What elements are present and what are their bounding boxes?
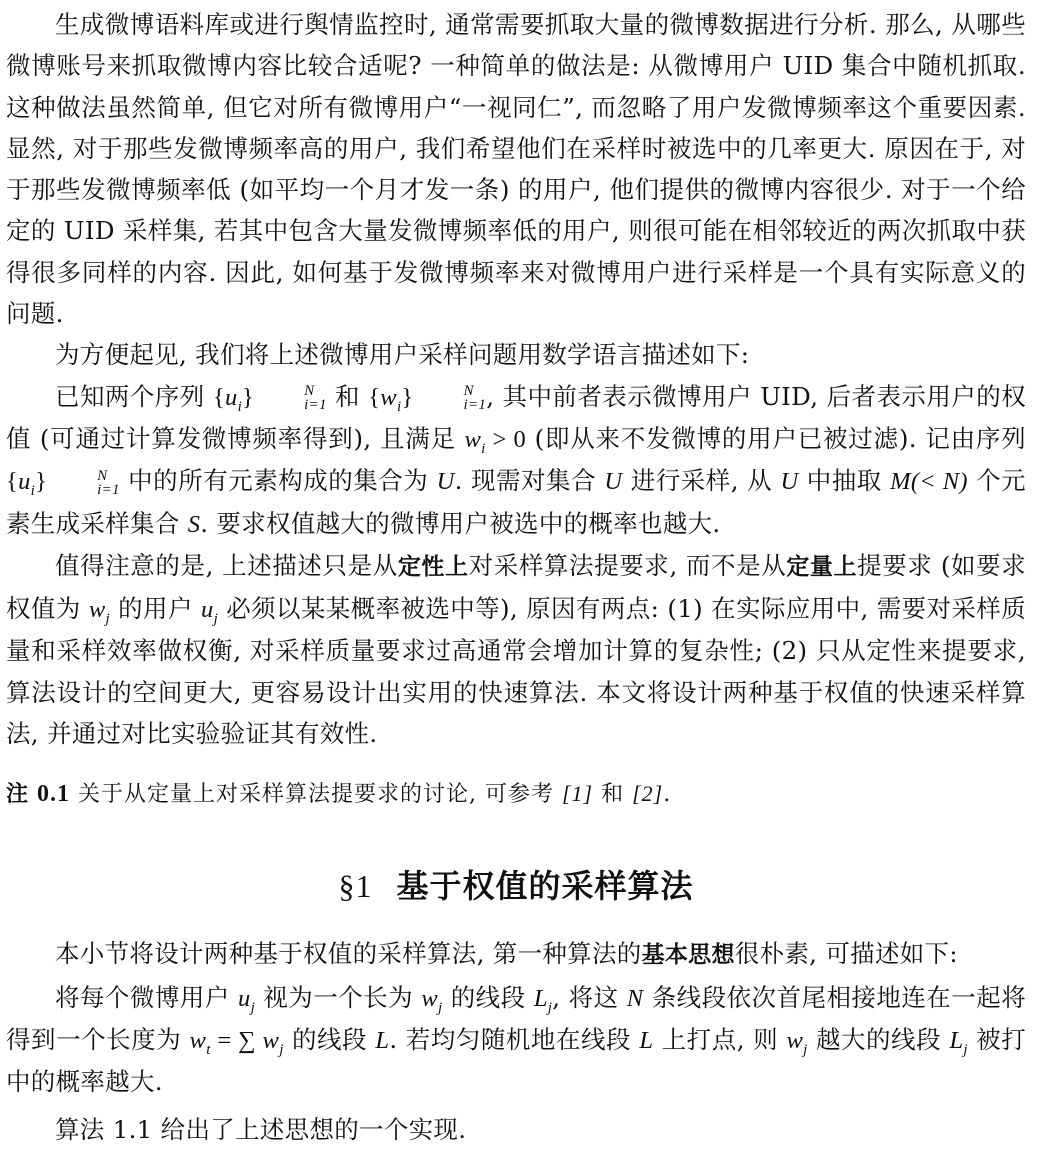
- qualitative-requirement-paragraph: 值得注意的是, 上述描述只是从定性上对采样算法提要求, 而不是从定量上提要求 (如要求权值为 $w_j$ 的用户 $u_j$ 必须以某某概率被选中等), 原因有两点: (1) 在实际应用中, 需要对采样质量和采样效率做权衡, 对采样质量要求过高通常会增加计算的复杂性; (2) 只从定性来提要求, 算法设计的空间更大, 更容易设计出实用的快速算法. 本文将设计两种基于权值的快速采样算法, 并通过对比实验验证其有效性.: [6, 550, 1027, 749]
- section-number: §1: [338, 868, 373, 905]
- section-heading: [6, 861, 1026, 907]
- note-block: 注 0.1 关于从定量上对采样算法提要求的讨论, 可参考 [1] 和 [2].: [6, 781, 672, 808]
- emphasis-basic-idea: 基本思想: [641, 942, 735, 969]
- problem-intro-paragraph: 为方便起见, 我们将上述微博用户采样问题用数学语言描述如下:: [55, 340, 750, 370]
- emphasis-quantitative: 定量上: [786, 553, 858, 580]
- intro-paragraph: 生成微博语料库或进行舆情监控时, 通常需要抓取大量的微博数据进行分析. 那么, 从哪些微博账号来抓取微博内容比较合适呢? 一种简单的做法是: 从微博用户 UID 集合中随机抓取. 这种做法虽然简单, 但它对所有微博用户“一视同仁”, 而忽略了用户发微博频率这个重要因素. 显然, 对于那些发微博频率高的用户, 我们希望他们在采样时被选中的几率更大. 原因在于, 对于那些发微博频率低 (如平均一个月才发一条) 的用户, 他们提供的微博内容很少. 对于一个给定的 UID 采样集, 若其中包含大量发微博频率低的用户, 则很可能在相邻较近的两次抓取中获得很多同样的内容. 因此, 如何基于发微博频率来对微博用户进行采样是一个具有实际意义的问题.: [6, 10, 1026, 329]
- segment-idea-paragraph: 将每个微博用户 $u_j$ 视为一个长为 $w_j$ 的线段 $L_j$, 将这 N 条线段依次首尾相接地连在一起将得到一个长度为 $w_t$ = ∑ $w_j$ 的线段 L. 若均匀随机地在线段 L 上打点, 则 $w_j$ 越大的线段 $L_j$ 被打中的概率越大.: [6, 982, 1027, 1097]
- note-number: 0.1: [37, 781, 71, 808]
- emphasis-qualitative: 定性上: [397, 553, 469, 580]
- reference-link-2[interactable]: [2]: [632, 781, 664, 807]
- algorithm-reference-paragraph: 算法 1.1 给出了上述思想的一个实现.: [55, 1114, 467, 1144]
- reference-link-1[interactable]: [1]: [562, 781, 594, 807]
- problem-definition-paragraph: 已知两个序列 $\{u_i\}$ N i=1 和 $\{w_i\}$ N i=1 , 其中前者表示微博用户 UID, 后者表示用户的权值 (可通过计算发微博频率得到), 且满足 $w_i > 0$ (即从来不发微博的用户已被过滤). 记由序列 $\{u_i\}$ N i=1 中的所有元素构成的集合为 U. 现需对集合 U 进行采样, 从 U 中抽取 M(< N) 个元素生成采样集合 S. 要求权值越大的微博用户被选中的概率也越大.: [6, 381, 1026, 538]
- document-page: [6, 4, 1026, 1150]
- note-label: 注: [6, 782, 30, 808]
- section-intro-paragraph: 本小节将设计两种基于权值的采样算法, 第一种算法的基本思想很朴素, 可描述如下:: [55, 939, 958, 969]
- section-title: 基于权值的采样算法: [396, 867, 694, 906]
